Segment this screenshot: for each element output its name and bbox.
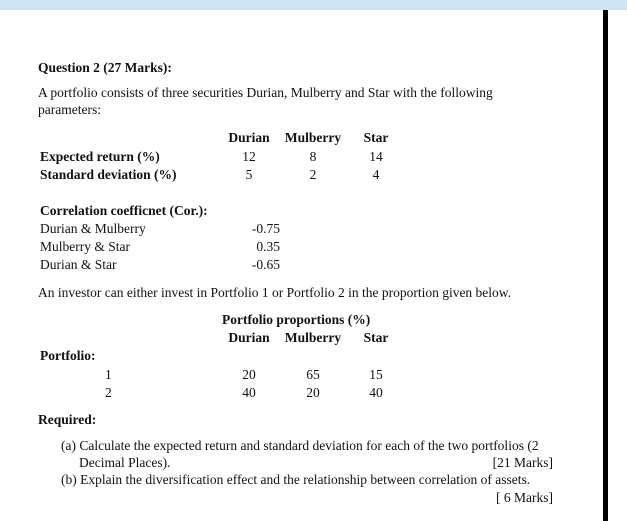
header-mulberry: Mulberry: [284, 130, 342, 145]
top-bar: [0, 0, 627, 10]
required-b-marks: [ 6 Marks]: [496, 490, 553, 505]
pt-header-mulberry: Mulberry: [284, 330, 342, 345]
correlation-title: Correlation coefficnet (Cor.):: [40, 203, 208, 218]
p2-durian: 40: [242, 385, 256, 400]
corr-label-durian-star: Durian & Star: [40, 257, 117, 272]
cell-sd-durian: 5: [245, 167, 253, 182]
portfolio-id-2: 2: [105, 385, 112, 400]
question-title: Question 2 (27 Marks):: [38, 60, 172, 75]
cell-er-durian: 12: [242, 149, 256, 164]
corr-value-durian-star: -0.65: [251, 257, 280, 272]
cell-er-mulberry: 8: [309, 149, 317, 164]
intro-line-2: parameters:: [38, 102, 101, 117]
cell-sd-star: 4: [372, 167, 380, 182]
cell-er-star: 14: [369, 149, 383, 164]
portfolio-table-title: Portfolio proportions (%): [222, 312, 371, 327]
required-a-line-1: (a) Calculate the expected return and standard deviation for each of the two portfolios (2: [61, 438, 539, 453]
investor-text: An investor can either invest in Portfolio 1 or Portfolio 2 in the proportion given below.: [38, 285, 512, 300]
corr-label-mulberry-star: Mulberry & Star: [40, 239, 130, 254]
p2-star: 40: [369, 385, 383, 400]
cell-sd-mulberry: 2: [309, 167, 317, 182]
p2-mulberry: 20: [306, 385, 320, 400]
row-label-std-dev: Standard deviation (%): [40, 167, 177, 182]
required-title: Required:: [38, 412, 97, 427]
corr-label-durian-mulberry: Durian & Mulberry: [40, 221, 146, 236]
pt-header-durian: Durian: [228, 330, 270, 345]
row-label-expected-return: Expected return (%): [40, 149, 160, 164]
header-durian: Durian: [228, 130, 270, 145]
required-b-line-1: (b) Explain the diversification effect and the relationship between correlation of assets.: [61, 472, 531, 487]
pt-header-star: Star: [363, 330, 389, 345]
p1-durian: 20: [242, 367, 256, 382]
intro-line-1: A portfolio consists of three securities Durian, Mulberry and Star with the following: [38, 85, 493, 100]
portfolio-id-1: 1: [105, 367, 112, 382]
right-border: [603, 10, 608, 521]
p1-mulberry: 65: [306, 367, 320, 382]
portfolio-row-header: Portfolio:: [40, 348, 96, 363]
required-a-line-2: Decimal Places).: [79, 455, 171, 470]
corr-value-mulberry-star: 0.35: [256, 239, 280, 254]
required-a-marks: [21 Marks]: [492, 455, 553, 470]
header-star: Star: [363, 130, 389, 145]
p1-star: 15: [369, 367, 383, 382]
corr-value-durian-mulberry: -0.75: [251, 221, 280, 236]
